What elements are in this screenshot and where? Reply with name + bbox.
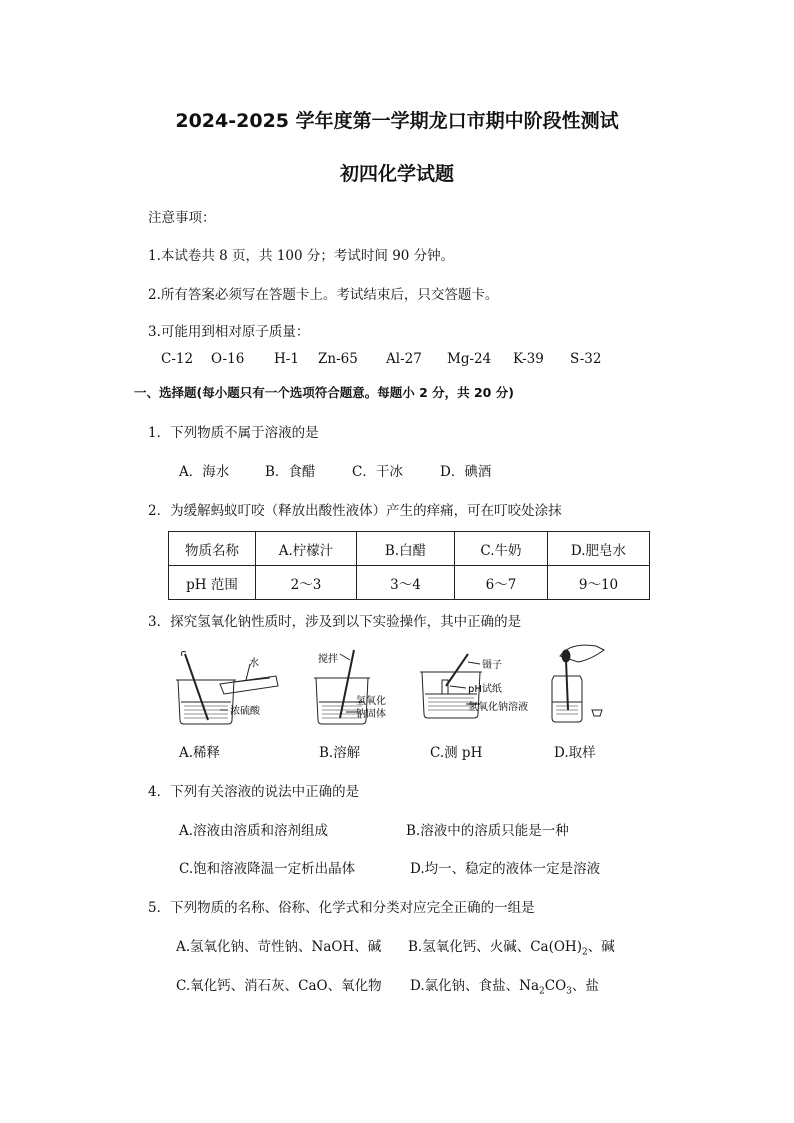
- q5-option-d: D.氯化钠、食盐、$Na_2CO_3$、盐: [410, 978, 599, 997]
- label-conc-acid: 浓硫酸: [230, 706, 260, 717]
- q4-option-c: C.饱和溶液降温一定析出晶体: [179, 861, 356, 877]
- q3-option-a: A.稀释: [179, 745, 221, 761]
- ph-table: [168, 531, 650, 600]
- label-tweezers: 镊子: [482, 660, 502, 671]
- q4-option-a: A.溶液由溶质和溶剂组成: [179, 823, 329, 839]
- experiment-illustrations: [150, 640, 620, 730]
- q3-stem: 3．探究氢氧化钠性质时，涉及到以下实验操作，其中正确的是: [148, 614, 522, 630]
- dilution-apparatus: [176, 652, 278, 725]
- q1-stem: 1．下列物质不属于溶液的是: [148, 425, 319, 441]
- table-row: [169, 532, 650, 566]
- exam-subtitle: 初四化学试题: [339, 163, 454, 185]
- table-cell: 物质名称: [169, 532, 256, 566]
- q4-stem: 4．下列有关溶液的说法中正确的是: [148, 784, 360, 800]
- label-ph-paper: pH试纸: [468, 684, 502, 695]
- q3-option-c: C.测 pH: [430, 745, 483, 761]
- q5-stem: 5．下列物质的名称、俗称、化学式和分类对应完全正确的一组是: [148, 900, 535, 916]
- atomic-masses: [0, 351, 794, 371]
- table-row: [169, 566, 650, 600]
- sampling-apparatus: [552, 645, 604, 722]
- label-stir: 搅拌: [318, 654, 338, 665]
- atom-mass: O-16: [211, 351, 245, 367]
- label-naoh-solid-2: 钠固体: [356, 709, 386, 720]
- q1-option-c: C．干冰: [352, 464, 403, 480]
- q3-option-d: D.取样: [554, 745, 596, 761]
- table-cell: A.柠檬汁: [256, 532, 357, 566]
- table-cell: D.肥皂水: [548, 532, 650, 566]
- note-item-2: 2.所有答案必须写在答题卡上。考试结束后，只交答题卡。: [148, 287, 499, 303]
- q5-option-c: C.氧化钙、消石灰、CaO、氧化物: [176, 978, 382, 994]
- q1-option-d: D．碘酒: [440, 464, 492, 480]
- label-water: 水: [249, 658, 259, 669]
- atom-mass: S-32: [570, 351, 602, 367]
- table-cell: 6～7: [455, 566, 548, 600]
- table-cell: 9～10: [548, 566, 650, 600]
- atom-mass: Al-27: [386, 351, 422, 367]
- q5-option-a: A.氢氧化钠、苛性钠、NaOH、碱: [176, 939, 382, 955]
- q1-option-b: B．食醋: [265, 464, 316, 480]
- label-naoh-solution: 氢氧化钠溶液: [468, 702, 528, 713]
- q2-stem: 2．为缓解蚂蚁叮咬（释放出酸性液体）产生的痒痛，可在叮咬处涂抹: [148, 503, 562, 519]
- q5-option-b: B.氢氧化钙、火碱、$Ca(OH)_2$、碱: [408, 939, 615, 958]
- table-cell: C.牛奶: [455, 532, 548, 566]
- note-item-1: 1.本试卷共 8 页，共 100 分；考试时间 90 分钟。: [148, 248, 455, 264]
- atom-mass: Zn-65: [318, 351, 358, 367]
- exam-title: 2024-2025 学年度第一学期龙口市期中阶段性测试: [175, 110, 619, 132]
- table-cell: 3～4: [357, 566, 455, 600]
- atom-mass: C-12: [161, 351, 194, 367]
- table-cell: B.白醋: [357, 532, 455, 566]
- atom-mass: H-1: [274, 351, 299, 367]
- table-cell: 2～3: [256, 566, 357, 600]
- q4-option-d: D.均一、稳定的液体一定是溶液: [410, 861, 601, 877]
- q4-option-b: B.溶液中的溶质只能是一种: [406, 823, 569, 839]
- section-heading: 一、选择题(每小题只有一个选项符合题意。每题小 2 分，共 20 分): [134, 385, 514, 400]
- q3-option-b: B.溶解: [319, 745, 361, 761]
- q1-option-a: A．海水: [179, 464, 230, 480]
- atom-mass: K-39: [513, 351, 544, 367]
- atom-mass: Mg-24: [447, 351, 492, 367]
- table-cell: pH 范围: [169, 566, 256, 600]
- note-item-3: 3.可能用到相对原子质量：: [148, 324, 310, 340]
- notes-heading: 注意事项：: [148, 210, 216, 226]
- label-naoh-solid-1: 氢氧化: [356, 696, 386, 707]
